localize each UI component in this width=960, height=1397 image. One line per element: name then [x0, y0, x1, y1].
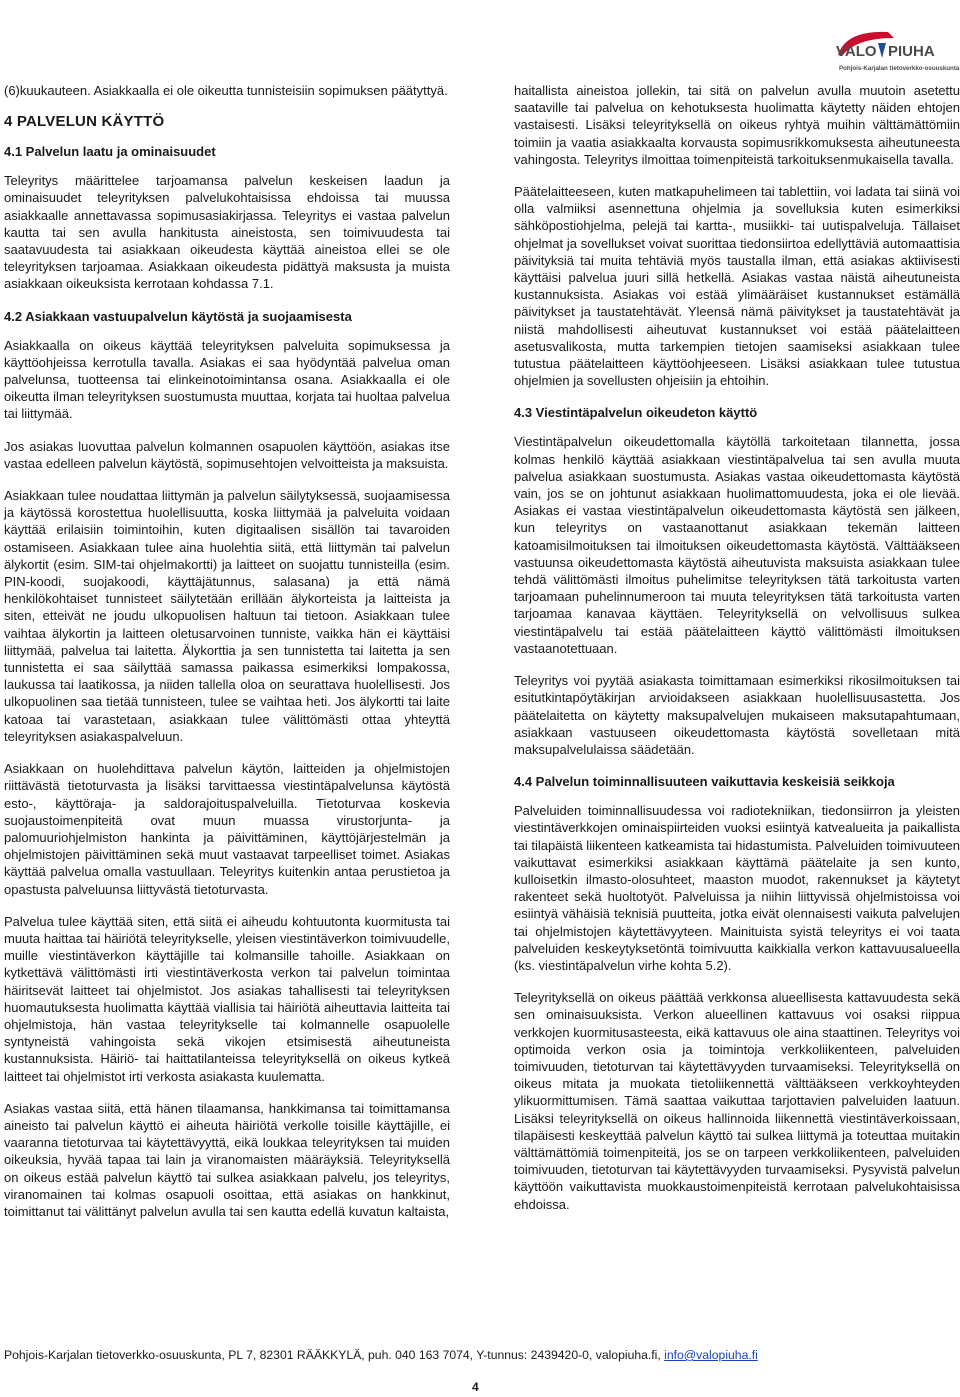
- devices-paragraph: Päätelaitteeseen, kuten matkapuhelimeen tai tablettiin, voi ladata tai siinä voi olla valmiiksi asennettuna ohjelmia ja sovelluksia kuten esimerkiksi sähköpostiohjelma, pelejä tai kartta-, musiikki- tai uutispalveluja. Tällaiset ohjelmat ja sovellukset voivat suorittaa tiedonsiirtoa edellyttäviä automaattisia päivityksiä tai muita tehtäviä myös taustalla ilman, että asiakas aktiivisesti käyttäisi palvelua juuri sillä hetkellä. Asiakas vastaa näistä aiheutuneista kustannuksista. Asiakas voi estää ylimääräiset kustannukset estämällä päivitykset ja taustatehtävät. Yleensä nämä päivitykset ja taustatehtävät ja niistä mahdollisesti aiheutuvat kustannukset voi estää päätelaitteen asetusvalikosta, mutta tarkempien tietojen saamiseksi asiakkaan tulee tutustua päätelaitteen käyttöohjeeseen. Lisäksi asiakkaan tulee tutustua ohjelmien ja sovellusten ohjeisiin ja ehtoihin.: [514, 184, 960, 389]
- section-4-3-paragraph-2: Teleyritys voi pyytää asiakasta toimittamaan esimerkiksi rikosilmoituksen tai esitutkintapöytäkirjan arvioidakseen asiakkaan huolellisuusastetta. Jos päätelaitetta on käytetty maksupalvelujen mukaiseen maksutapahtumaan, asiakkaan vastuuseen oikeudettomasta käytöstä sovelletaan mitä maksupalvelulaissa säädetään.: [514, 673, 960, 757]
- logo-wordmark-right: PIUHA: [888, 43, 935, 60]
- section-4-4-paragraph-1: Palveluiden toiminnallisuudessa voi radiotekniikan, tiedonsiirron ja yleisten viestintäverkkojen ominaispiirteiden vuoksi esiintyä katvealueita ja paikallista tai tilapäistä liikenteen katkeamista tai hidastumista. Palveluiden toimivuuteen vaikuttavat esimerkiksi asiakkaan käyttämä päätelaite ja sen kunto, kulloisetkin ilmasto-olosuhteet, maaston muodot, rakennukset ja käytetyt rakenteet sekä huoltotyöt. Palveluissa ja niihin liittyvissä ohjelmistoissa voi esiintyä vähäisiä teknisiä puutteita, jotka eivät olennaisesti vaikuta palvelujen tai ohjelmistojen käytettävyyteen. Mainituista syistä teleyritys ei voi taata palveluiden keskeytyksetöntä toimivuutta kaikkialla verkon kattavuusalueella (ks. viestintäpalvelun virhe kohta 5.2).: [514, 803, 960, 973]
- logo-tagline: Pohjois-Karjalan tietoverkko-osuuskunta: [839, 65, 960, 72]
- logo-divider-shape: [878, 43, 886, 58]
- left-column: [4, 82, 450, 1235]
- section-4-2-heading: 4.2 Asiakkaan vastuupalvelun käytöstä ja suojaamisesta: [4, 308, 352, 324]
- page-number: 4: [472, 1380, 479, 1394]
- continued-paragraph: haitallista aineistoa jollekin, tai sitä on palvelun avulla muutoin asetettu saataville tai palvelua on kehotuksesta huolimatta käytetty näiden ehtojen vastaisesti. Lisäksi teleyrityksellä on oikeus ryhtyä muihin välttämättömiin toimiin ja vaatia asiakkaalta korvausta sopimusrikkomuksesta aiheutuneesta vahingosta. Teleyritys ilmoittaa toimenpiteistä tarkoituksenmukaisella tavalla.: [514, 83, 960, 167]
- logo-wordmark-left: VALO: [836, 43, 877, 60]
- valopiuha-logo: [836, 26, 960, 74]
- section-4-1-heading: 4.1 Palvelun laatu ja ominaisuudet: [4, 144, 216, 160]
- section-4-2-paragraph-3: Asiakkaan tulee noudattaa liittymän ja palvelun säilytyksessä, suojaamisessa ja käytössä korostettua huolellisuutta, koska liittymää ja palveluita voidaan käyttää erilaisiin toimintoihin, kuten digitaalisen sisällön tai tavaroiden ostamiseen. Asiakkaan tulee aina huolehtia siitä, että liittymän tai palvelun älykortit (esim. SIM-tai ohjelmakortti) ja laitteet on suojattu tunnisteilla (esim. PIN-koodi, suojakoodi, käyttäjätunnus, salasana) ja että nämä henkilökohtaiset tunnisteet säilytetään erillään älykorteista ja laitteista ja siten, etteivät ne joudu ulkopuolisen haltuun tai tietoon. Asiakkaan tulee vaihtaa älykortin ja laitteen oletusarvoinen tunniste, vaikka hän ei käyttäisi liittymää, palvelua tai laitetta. Älykorttia ja sen tunnistetta tai laitetta ja sen tunnistetta ei saa säilyttää samassa paikassa esimerkiksi lompakossa, laukussa tai laatikossa, ja niiden tallella oloa on seurattava huolellisesti. Jos ulkopuolinen saa tietää tunnisteen, tulee se vaihtaa heti. Jos älykortti tai laite katoaa tai varastetaan, asiakkaan tulee välittömästi ottaa yhteyttä teleyrityksen asiakaspalveluun.: [4, 488, 450, 744]
- section-4-1-paragraph: Teleyritys määrittelee tarjoamansa palvelun keskeisen laadun ja ominaisuudet teleyrityksen palvelukohtaisissa ehdoissa tai muussa asiakkaalle annettavassa sopimusasiakirjassa. Teleyritys ei vastaa palvelun kautta tai sen avulla hankitusta aineistosta, sen toimivuudesta tai saatavuudesta tai asiakkaan oikeudesta käyttää aineistoa ellei se ole teleyrityksen tarjoamaa. Asiakkaan oikeudesta pidättyä maksusta ja muista asiakkaan oikeuksista kerrotaan kohdassa 7.1.: [4, 173, 450, 292]
- section-4-2-paragraph-1: Asiakkaalla on oikeus käyttää teleyrityksen palveluita sopimuksessa ja käyttöohjeissa kerrotulla tavalla. Asiakas ei saa hyödyntää palvelua oman palvelunsa, tuotteensa tai elinkeinotoimintansa osana. Asiakkaalla ei ole oikeutta ilman teleyrityksen suostumusta muuttaa, korjata tai huoltaa palvelua tai liittymää.: [4, 337, 450, 422]
- section-4-4-heading: 4.4 Palvelun toiminnallisuuteen vaikuttavia keskeisiä seikkoja: [514, 774, 895, 790]
- footer-email-link[interactable]: info@valopiuha.fi: [664, 1348, 758, 1362]
- page-footer: [4, 1347, 956, 1363]
- section-4-heading: 4 PALVELUN KÄYTTÖ: [4, 113, 165, 131]
- section-4-2-paragraph-4: Asiakkaan on huolehdittava palvelun käytön, laitteiden ja ohjelmistojen riittävästä tietoturvasta ja lisäksi tarvittaessa viestintäpalvelunsa käytöstä esto-, käyttöraja- ja saldorajoituspalveluilla. Tietoturvaa koskevia suojaustoimenpiteitä ovat muun muassa virustorjunta- ja palomuuriohjelmiston hankinta ja päivittäminen, käyttöjärjestelmän ja ohjelmistojen päivittäminen sekä muut vastaavat tarpeelliset toimet. Asiakas käyttää palvelua omalla vastuullaan. Teleyritys kuitenkin antaa perustietoa ja opastusta palveluunsa liittyvästä tietoturvasta.: [4, 761, 450, 897]
- right-column: [514, 82, 960, 1228]
- section-4-2-paragraph-5: Palvelua tulee käyttää siten, että siitä ei aiheudu kohtuutonta kuormitusta tai muuta haittaa tai häiriötä teleyritykselle, yleisen viestintäverkon toimivuudelle, muille viestintäverkon käyttäjille tai kolmansille tahoille. Asiakkaan on kytkettävä välittömästi irti viestintäverkosta verkon tai palvelun toimintaa häiritsevät laitteet tai ohjelmistot. Jos asiakas tahallisesti tai teleyrityksen huomautuksesta huolimatta käyttää viallisia tai häiriötä aiheuttavia laitteita tai ohjelmistoja, hän vastaa teleyritykselle tai kolmannelle osapuolelle syntyneistä vahingoista sekä vikojen etsimisestä aiheutuneista kustannuksista. Häiriö- tai haittatilanteissa teleyrityksellä on oikeus kytkeä laitteet tai ohjelmistot irti verkosta asiakasta kuulematta.: [4, 913, 450, 1084]
- section-4-2-paragraph-2: Jos asiakas luovuttaa palvelun kolmannen osapuolen käyttöön, asiakas itse vastaa edelleen palvelun käytöstä, sopimusehtojen velvoitteista ja maksuista.: [4, 438, 450, 471]
- intro-paragraph: (6)kuukauteen. Asiakkaalla ei ole oikeutta tunnisteisiin sopimuksen päätyttyä.: [4, 83, 448, 98]
- logo-graphic: [836, 26, 960, 74]
- section-4-4-paragraph-2: Teleyrityksellä on oikeus päättää verkkonsa alueellisesta kattavuudesta sekä sen ominaisuuksista. Verkon alueellinen kattavuus voi osaksi riippua verkkojen kuormitusasteesta, eikä kattavuus ole aina staattinen. Teleyritys voi optimoida verkon osia ja toimintoja verkkoliikenteen, palveluiden toimivuuden, tietoturvan tai käytettävyyden turvaamiseksi. Teleyrityksellä on oikeus mitata ja muokata tietoliikennettä välttääkseen verkkoyhteyden ylikuormittumisen. Tämä saattaa vaikuttaa tarjottavien palveluiden laatuun. Lisäksi teleyrityksellä on oikeus hallinnoida liikennettä viestintäverkoissaan, tilapäisesti keskeyttää palvelun käyttö tai sulkea liittymä ja toteuttaa muitakin välttämättömiä toimenpiteitä, jos se on tarpeen verkkoliikenteen, palveluiden toimivuuden, tietoturvan tai käytettävyyden turvaamiseksi. Pysyvistä palvelun käyttöön vaikuttavista muokkaustoimenpiteistä kerrotaan palvelukohtaisissa ehdoissa.: [514, 990, 960, 1212]
- section-4-2-paragraph-6: Asiakas vastaa siitä, että hänen tilaamansa, hankkimansa tai toimittamansa aineisto tai palvelun käyttö ei aiheuta häiriötä verkolle toisille käyttäjille, ei vaaranna tietoturvaa tai käytettävyyttä, eikä loukkaa teleyrityksen tai muiden oikeuksia, hyvää tapaa tai lain ja viranomaisten määräyksiä. Teleyrityksellä on oikeus estää palvelun käyttö tai sulkea asiakkaan palvelu, jos teleyritys, viranomainen tai kolmas osapuoli osoittaa, että asiakas on hankkinut, toimittanut tai välittänyt palvelun avulla tai sen kautta edellä kuvatun kaltaista,: [4, 1100, 450, 1219]
- section-4-3-heading: 4.3 Viestintäpalvelun oikeudeton käyttö: [514, 405, 758, 421]
- footer-contact-text: Pohjois-Karjalan tietoverkko-osuuskunta, PL 7, 82301 RÄÄKKYLÄ, puh. 040 163 7074, Y-tunnus: 2439420-0, valopiuha.fi,: [4, 1348, 665, 1362]
- section-4-3-paragraph-1: Viestintäpalvelun oikeudettomalla käytöllä tarkoitetaan tilannetta, jossa kolmas henkilö käyttää asiakkaan viestintäpalvelua tai sen avulla muuta palvelua asiakkaan suostumusta. Asiakas vastaa oikeudettomasta käytöstä vain, jos se on johtunut asiakkaan huolimattomuudesta, joka ei ole lievää. Asiakas ei vastaa viestintäpalvelun oikeudettomasta käytöstä sen jälkeen, kun teleyritys on vastaanottanut asiakkaan tekemän laitteen katoamisilmoituksen tai ilmoituksen oikeudettomasta käytöstä. Välttääkseen vastuunsa oikeudettomasta käytöstä aiheutuvista maksuista asiakkaan tulee tehdä välittömästi ilmoitus puhelimitse teleyrityksen tätä tarkoitusta varten tarjoamaan puhelinnumeroon tai muuta teleyrityksen tätä tarkoitusta varten tarjoamaa kanavaa käyttäen. Teleyrityksellä on velvollisuus sulkea viestintäpalvelu tai estää päätelaitteen käyttö välittömästi ilmoituksen vastaanotettuaan.: [514, 434, 960, 656]
